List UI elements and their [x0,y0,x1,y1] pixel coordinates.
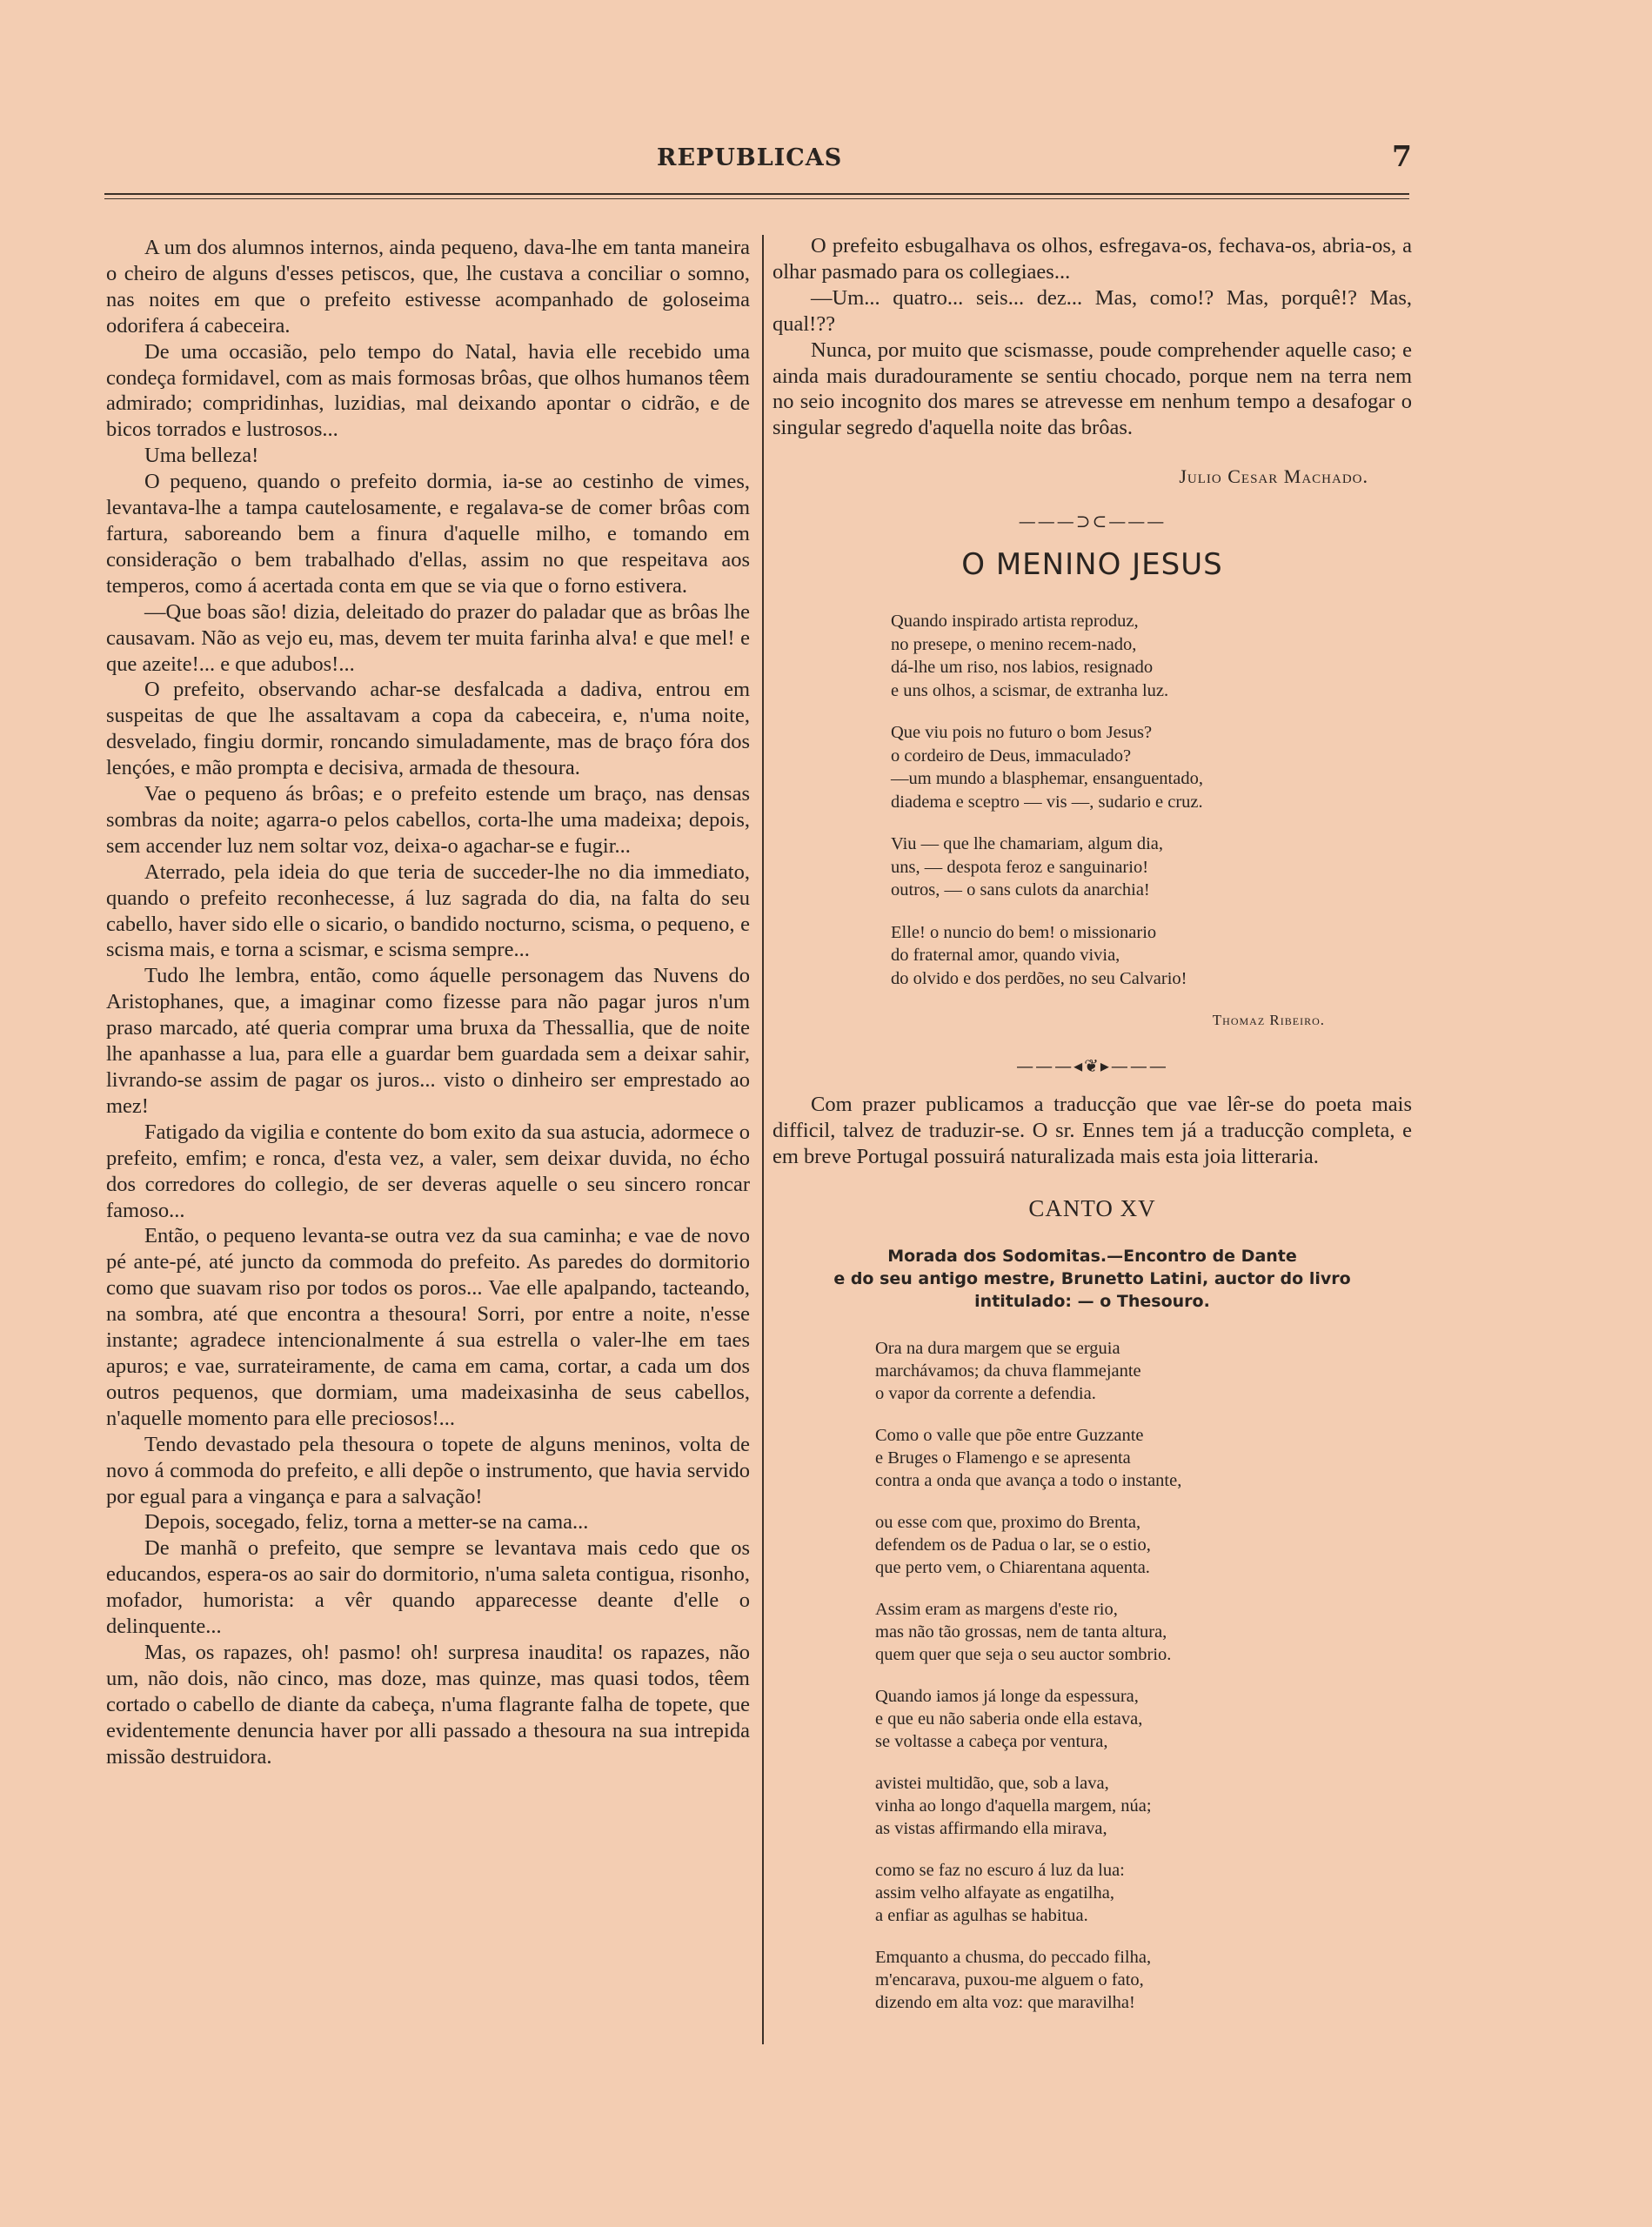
tercet [875,1859,1412,1927]
paragraph: —Que boas são! dizia, deleitado do prazer do paladar que as brôas lhe causavam. Não as vejo eu, mas, devem ter muita farinha alva! e que mel! e que azeite!... e que adubos!... [106,599,750,676]
ornament-divider: ———◂❦▸——— [1016,1054,1168,1076]
verse-line: Quando iamos já longe da espessura, [875,1687,1139,1707]
paragraph: Mas, os rapazes, oh! pasmo! oh! surpresa inaudita! os rapazes, não um, não dois, não cinco, mas doze, mas quinze, mas quasi todos, têem cortado o cabello de diante da cabeça, n'uma flagrante falha de topete, que evidentemente denuncia haver por alli passado a thesoura na sua intrepida missão destruidora. [106,1640,750,1769]
verse-line: o cordeiro de Deus, immaculado? [891,746,1132,766]
stanza [891,721,1412,813]
verse-line: mas não tão grossas, nem de tanta altura, [875,1622,1167,1642]
verse-line: Assim eram as margens d'este rio, [875,1600,1118,1620]
verse-line: avistei multidão, que, sob a lava, [875,1774,1109,1794]
page-number: 7 [1392,139,1412,173]
paragraph: O prefeito, observando achar-se desfalcada a dadiva, entrou em suspeitas de que lhe assaltavam a copa da cabeceira, e, n'uma noite, desvelado, fingiu dormir, roncando simuladamente, mas de braço fóra dos lençóes, e mão prompta e decisiva, armada de thesoura. [106,678,750,780]
verse-line: do olvido e dos perdões, no seu Calvario! [891,968,1187,988]
header-rule-thin [104,198,1409,199]
verse-line: Como o valle que põe entre Guzzante [875,1426,1144,1446]
header-rule [104,193,1409,195]
tercet [875,1511,1412,1579]
verse-line: m'encarava, puxou-me alguem o fato, [875,1970,1144,1990]
verse-line: marchávamos; da chuva flammejante [875,1361,1141,1381]
canto-title: CANTO XV [1028,1195,1156,1222]
summary-line: Morada dos Sodomitas.—Encontro de Dante [887,1247,1297,1267]
verse-line: como se faz no escuro á luz da lua: [875,1861,1125,1881]
verse-line: Emquanto a chusma, do peccado filha, [875,1948,1152,1968]
publication-title: REPUBLICAS [657,144,843,171]
poem [772,610,1412,1033]
paragraph: Vae o pequeno ás brôas; e o prefeito estende um braço, nas densas sombras da noite; agarra-o pelos cabellos, corta-lhe uma madeixa; depois, sem accender luz nem soltar voz, deixa-o agachar-se e fugir... [106,782,750,858]
paragraph: Nunca, por muito que scismasse, poude comprehender aquelle caso; e ainda mais duradouramente se sentiu chocado, porque nem na terra nem no seio incognito dos mares se atrevesse em nenhum tempo a desafogar o singular segredo d'aquella noite das brôas. [772,338,1412,440]
verse-line: que perto vem, o Chiarentana aquenta. [875,1558,1150,1578]
verse-line: defendem os de Padua o lar, se o estio, [875,1535,1151,1555]
paragraph: Uma belleza! [144,444,259,468]
paragraph: Tendo devastado pela thesoura o topete de alguns meninos, volta de novo á commoda do prefeito, e alli depõe o instrumento, que havia servido por egual para a vingança e para a salvação! [106,1432,750,1508]
story-ending [772,233,1412,441]
verse-line: do fraternal amor, quando vivia, [891,946,1120,966]
stanza [891,833,1412,902]
right-column [772,233,1412,2033]
paragraph: A um dos alumnos internos, ainda pequeno, dava-lhe em tanta maneira o cheiro de alguns d'esses petiscos, que, lhe custava a conciliar o somno, nas noites em que o prefeito estivesse acompanhado de goloseima odorifera á cabeceira. [106,236,750,338]
canto-summary [772,1245,1412,1313]
running-head [104,139,1412,174]
verse-line: no presepe, o menino recem-nado, [891,634,1137,654]
verse-line: o vapor da corrente a defendia. [875,1384,1096,1404]
translation-intro [772,1092,1412,1170]
verse-line: Ora na dura margem que se erguia [875,1339,1120,1359]
verse-line: outros, — o sans culots da anarchia! [891,880,1150,900]
verse-line: dizendo em alta voz: que maravilha! [875,1993,1135,2013]
column-divider [762,235,764,2044]
tercet [875,1337,1412,1405]
verse-line: contra a onda que avança a todo o instante, [875,1471,1182,1491]
paragraph: De uma occasião, pelo tempo do Natal, havia elle recebido uma condeça formidavel, com as mais formosas brôas, que olhos humanos têem admirado; compridinhas, luzidias, mal deixando apontar o cidrão, e de bicos torrados e lustrosos... [106,339,750,442]
verse-line: assim velho alfayate as engatilha, [875,1883,1114,1903]
paragraph: Fatigado da vigilia e contente do bom exito da sua astucia, adormece o prefeito, emfim; e ronca, d'esta vez, a valer, sem deixar duvida, no écho dos corredores do collegio, de ser deveras aquelle o seu sincero roncar famoso... [106,1120,750,1222]
verse-line: e que eu não saberia onde ella estava, [875,1709,1143,1729]
left-column [106,235,750,1769]
stanza [891,921,1412,991]
paragraph: O prefeito esbugalhava os olhos, esfregava-os, fechava-os, abria-os, a olhar pasmado para os collegiaes... [772,234,1412,284]
tercet [875,1424,1412,1492]
verse-line: dá-lhe um riso, nos labios, resignado [891,658,1154,678]
verse-line: e uns olhos, a scismar, de extranha luz. [891,680,1169,700]
paragraph: O pequeno, quando o prefeito dormia, ia-se ao cestinho de vimes, levantava-lhe a tampa cautelosamente, e regalava-se de comer brôas com fartura, saboreando bem a finura d'aquelle milho, e tomando em consideração o bem trabalhado d'ellas, assim no que respeitava aos temperos, como á acertada conta em que se via que o forno estivera. [106,470,750,598]
verse-line: as vistas affirmando ella mirava, [875,1819,1107,1839]
canto-verses [772,1337,1412,2014]
tercet [875,1685,1412,1753]
poem-title: O MENINO JESUS [961,547,1223,583]
verse-line: Viu — que lhe chamariam, algum dia, [891,834,1164,854]
verse-line: diadema e sceptro — vis —, sudario e cruz. [891,792,1203,812]
verse-line: Quando inspirado artista reproduz, [891,612,1139,632]
summary-line: intitulado: — o Thesouro. [974,1292,1210,1312]
verse-line: uns, — despota feroz e sanguinario! [891,857,1149,877]
verse-line: Elle! o nuncio do bem! o missionario [891,922,1157,942]
stanza [891,610,1412,702]
tercet [875,1772,1412,1840]
verse-line: quem quer que seja o seu auctor sombrio. [875,1645,1172,1665]
ornament-divider: ———⊃⊂——— [1018,511,1167,532]
verse-line: se voltasse a cabeça por ventura, [875,1732,1108,1752]
author-signature: Julio Cesar Machado. [1179,465,1368,488]
paragraph: Depois, socegado, feliz, torna a metter-se na cama... [144,1510,589,1535]
paragraph: Então, o pequeno levanta-se outra vez da sua caminha; e vae de novo pé ante-pé, até juncto da commoda do prefeito. As paredes do dormitorio como que suavam riso por todos os poros... Vae elle apalpando, tacteando, na sombra, até que encontra a thesoura! Sorri, por entre a noite, n'esse instante; agradece intencionalmente á sua estrella o valer-lhe em taes apuros; e vae, surrateiramente, de cama em cama, cortar, a cada um dos outros pequenos, que dormiam, uma madeixasinha de seus cabellos, n'aquelle momento para elle preciosos!... [106,1224,750,1430]
verse-line: Que viu pois no futuro o bom Jesus? [891,723,1153,743]
paragraph: Tudo lhe lembra, então, como áquelle personagem das Nuvens do Aristophanes, que, a imaginar como fizesse para não pagar juros n'um praso marcado, até queria comprar uma bruxa da Thessallia, que de noite lhe apanhasse a lua, para elle a guardar bem guardada sem a deixar sahir, livrando-se assim de pagar os juros... visto o dinheiro ser emprestado ao mez! [106,964,750,1118]
verse-line: a enfiar as agulhas se habitua. [875,1906,1088,1926]
paragraph: De manhã o prefeito, que sempre se levantava mais cedo que os educandos, espera-os ao sair do dormitorio, n'uma saleta contigua, risonho, mofador, humorista: a vêr quando apparecesse deante d'elle o delinquente... [106,1536,750,1639]
verse-line: e Bruges o Flamengo e se apresenta [875,1448,1131,1468]
paragraph: Com prazer publicamos a traducção que vae lêr-se do poeta mais difficil, talvez de traduzir-se. O sr. Ennes tem já a traducção completa, e em breve Portugal possuirá naturalizada mais esta joia litteraria. [772,1092,1412,1168]
summary-line: e do seu antigo mestre, Brunetto Latini, auctor do livro [833,1269,1351,1289]
paragraph: Aterrado, pela ideia do que teria de succeder-lhe no dia immediato, quando o prefeito reconhecesse, á luz sagrada do dia, na falta do seu cabello, haver sido elle o sicario, o bandido nocturno, scisma, o pequeno, e scisma mais, e torna a scismar, e scisma sempre... [106,859,750,962]
poem-signature: Thomaz Ribeiro. [1212,1012,1325,1029]
tercet [875,1598,1412,1666]
verse-line: —um mundo a blasphemar, ensanguentado, [891,769,1203,789]
verse-line: ou esse com que, proximo do Brenta, [875,1513,1141,1533]
paragraph: —Um... quatro... seis... dez... Mas, como!? Mas, porquê!? Mas, qual!?? [772,285,1412,336]
tercet [875,1946,1412,2014]
verse-line: vinha ao longo d'aquella margem, núa; [875,1796,1152,1816]
